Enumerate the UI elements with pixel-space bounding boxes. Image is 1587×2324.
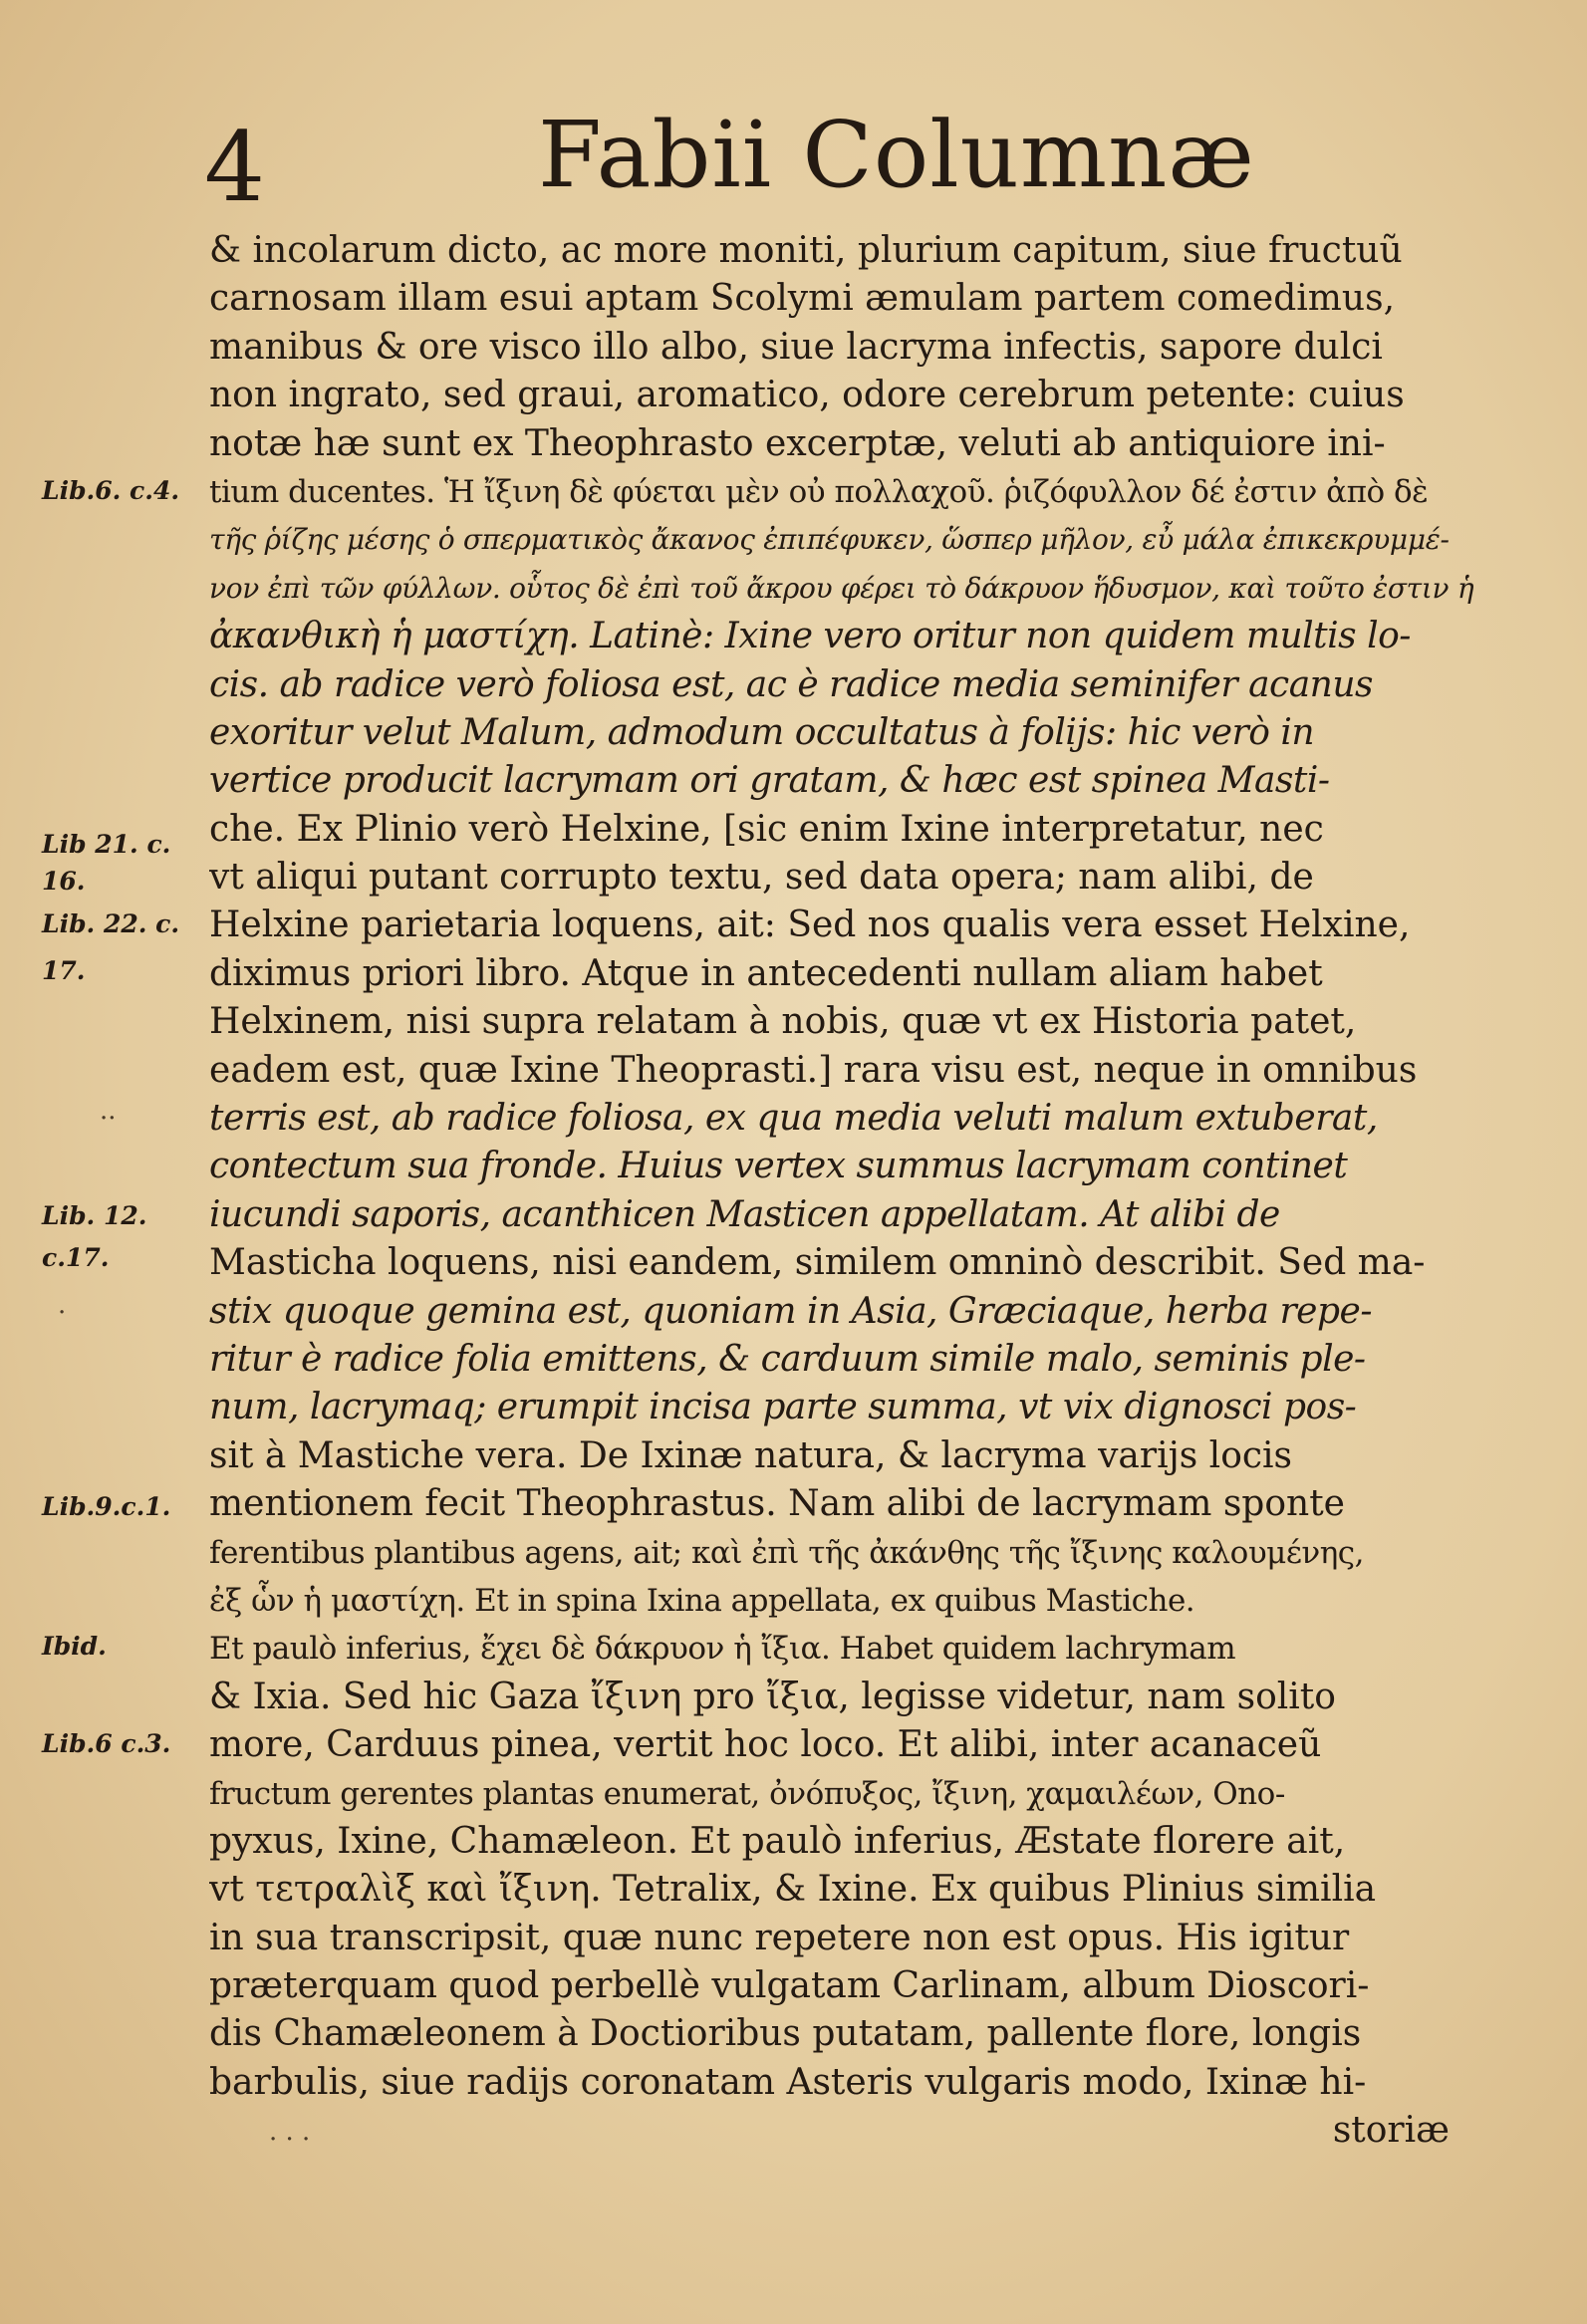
text-line: non ingrato, sed graui, aromatico, odore cerebrum petente: cuius (209, 375, 1405, 416)
text-line: exoritur velut Malum, admodum occultatus à folijs: hic verò in (209, 711, 1315, 753)
printers-mark: · (58, 1298, 67, 1328)
printers-mark: · · · (269, 2125, 311, 2155)
text-line: stix quoque gemina est, quoniam in Asia, Græciaque, herba repe- (209, 1290, 1372, 1332)
margin-note: 16. (42, 867, 86, 896)
text-line: carnosam illam esui aptam Scolymi æmulam partem comedimus, (209, 278, 1396, 320)
text-line: terris est, ab radice foliosa, ex qua media veluti malum extuberat, (209, 1098, 1378, 1140)
greek-line: τῆς ῥίζης μέσης ὁ σπερματικὸς ἄκανος ἐπιπέφυκεν, ὥσπερ μῆλον, εὖ μάλα ἐπικεκρυμμέ- (209, 523, 1450, 557)
margin-note: Ibid. (42, 1632, 107, 1661)
margin-note: Lib 21. c. (42, 830, 171, 859)
text-line: cis. ab radice verò foliosa est, ac è radice media seminifer acanus (209, 663, 1374, 705)
catchword: storiæ (1332, 2110, 1450, 2152)
text-line: præterquam quod perbellè vulgatam Carlinam, album Dioscori- (209, 1965, 1370, 2007)
text-line: Helxinem, nisi supra relatam à nobis, quæ vt ex Historia patet, (209, 1001, 1357, 1043)
text-line: pyxus, Ixine, Chamæleon. Et paulò inferius, Æstate florere ait, (209, 1820, 1346, 1862)
text-line: diximus priori libro. Atque in antecedenti nullam aliam habet (209, 952, 1323, 994)
text-line: mentionem fecit Theophrastus. Nam alibi de lacrymam sponte (209, 1483, 1345, 1525)
page-number: 4 (204, 112, 266, 223)
text-line: ferentibus plantibus agens, ait; καὶ ἐπὶ τῆς ἀκάνθης τῆς ἴξινης καλουμένης, (209, 1534, 1365, 1571)
margin-note: Lib. 22. c. (42, 909, 180, 938)
text-line: Masticha loquens, nisi eandem, similem omninò describit. Sed ma- (209, 1242, 1426, 1284)
text-line: & Ixia. Sed hic Gaza ἴξινη pro ἴξια, legisse videtur, nam solito (209, 1676, 1336, 1717)
printers-mark: ·· (100, 1104, 117, 1134)
text-line: dis Chamæleonem à Doctioribus putatam, pallente flore, longis (209, 2013, 1362, 2055)
margin-note: 17. (42, 956, 86, 985)
margin-note: c.17. (42, 1243, 110, 1272)
text-line: vertice producit lacrymam ori gratam, & hæc est spinea Masti- (209, 760, 1330, 802)
text-line: eadem est, quæ Ixine Theoprasti.] rara visu est, neque in omnibus (209, 1049, 1418, 1091)
margin-note: Lib.6 c.3. (42, 1729, 171, 1758)
text-line: & incolarum dicto, ac more moniti, plurium capitum, siue fructuũ (209, 230, 1403, 271)
text-line: manibus & ore visco illo albo, siue lacryma infectis, sapore dulci (209, 326, 1383, 368)
running-head: Fabii Columnæ (538, 102, 1255, 208)
margin-note: Lib. 12. (42, 1201, 147, 1230)
text-line: iucundi saporis, acanthicen Masticen appellatam. At alibi de (209, 1193, 1280, 1235)
text-line: num, lacrymaq; erumpit incisa parte summa, vt vix dignosci pos- (209, 1387, 1357, 1428)
text-line: ritur è radice folia emittens, & carduum simile malo, seminis ple- (209, 1338, 1366, 1380)
text-line: tium ducentes. Ἡ ἴξινη δὲ φύεται μὲν οὐ πολλαχοῦ. ῥιζόφυλλον δέ ἐστιν ἀπὸ δὲ (209, 473, 1429, 510)
text-line: vt τετραλὶξ καὶ ἴξινη. Tetralix, & Ixine. Ex quibus Plinius similia (209, 1869, 1377, 1911)
text-line: Et paulò inferius, ἔχει δὲ δάκρυον ἡ ἴξια. Habet quidem lachrymam (209, 1631, 1236, 1668)
greek-line: νον ἐπὶ τῶν φύλλων. οὗτος δὲ ἐπὶ τοῦ ἄκρου φέρει τὸ δάκρυον ἥδυσμον, καὶ τοῦτο ἐστιν ἡ (209, 571, 1474, 605)
text-line: more, Carduus pinea, vertit hoc loco. Et alibi, inter acanaceũ (209, 1724, 1322, 1766)
text-line: vt aliqui putant corrupto textu, sed data opera; nam alibi, de (209, 857, 1314, 899)
text-line: barbulis, siue radijs coronatam Asteris vulgaris modo, Ixinæ hi- (209, 2061, 1367, 2103)
text-line: che. Ex Plinio verò Helxine, [sic enim Ixine interpretatur, nec (209, 808, 1324, 850)
text-line: Helxine parietaria loquens, ait: Sed nos qualis vera esset Helxine, (209, 904, 1411, 946)
text-line: contectum sua fronde. Huius vertex summus lacrymam continet (209, 1146, 1348, 1187)
margin-note: Lib.6. c.4. (42, 476, 180, 505)
text-line: fructum gerentes plantas enumerat, ὀνόπυξος, ἴξινη, χαμαιλέων, Ono- (209, 1775, 1285, 1812)
text-line: sit à Mastiche vera. De Ixinæ natura, & lacryma varijs locis (209, 1434, 1293, 1476)
text-line: in sua transcripsit, quæ nunc repetere non est opus. His igitur (209, 1917, 1350, 1958)
text-line: notæ hæ sunt ex Theophrasto excerptæ, veluti ab antiquiore ini- (209, 422, 1386, 464)
text-line: ἐξ ὧν ἡ μαστίχη. Et in spina Ixina appellata, ex quibus Mastiche. (209, 1582, 1195, 1619)
body-text (209, 227, 1479, 2156)
margin-note: Lib.9.c.1. (42, 1492, 171, 1521)
text-line: ἀκανθικὴ ἡ μαστίχη. Latinè: Ixine vero oritur non quidem multis lo- (209, 616, 1411, 657)
